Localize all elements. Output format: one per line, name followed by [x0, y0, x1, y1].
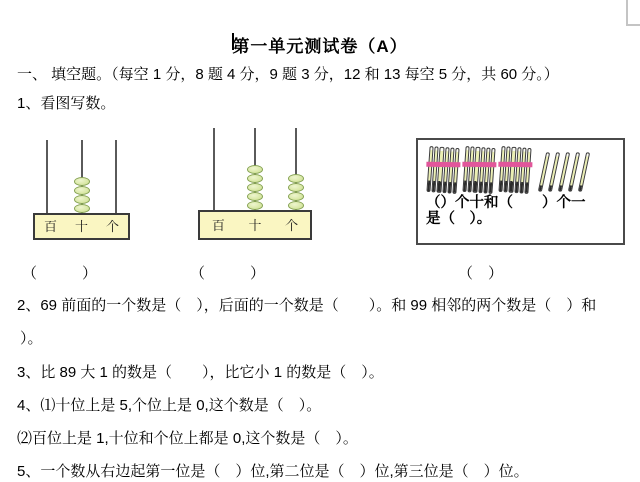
sticks-row: [418, 140, 623, 193]
sticks-caption-line1: （）个十和（ ）个一: [426, 195, 586, 211]
sticks-caption-line2: 是（ ）。: [426, 210, 492, 227]
abacus-base: [198, 210, 312, 240]
abacus-rod: [46, 140, 48, 213]
abacus-bead: [247, 165, 263, 174]
abacus-bead: [247, 174, 263, 183]
bundle-band: [498, 161, 532, 167]
abacus-bead: [288, 174, 304, 183]
ten-stick-bundle: [426, 146, 459, 194]
place-value-label: 个: [285, 217, 299, 233]
question-5: 5、一个数从右边起第一位是（ ）位,第二位是（ ）位,第三位是（ ）位。: [17, 463, 529, 480]
abacus-bead: [288, 183, 304, 192]
abacus-rod: [213, 128, 215, 210]
abacus-bead: [74, 186, 90, 195]
bundle-band: [426, 161, 460, 167]
question-1: 1、看图写数。: [17, 95, 116, 112]
page-title: 第一单元测试卷（A）: [232, 37, 408, 56]
abacus-bead: [288, 192, 304, 201]
page-corner-mark-horizontal: [626, 24, 640, 26]
abacus-bead: [247, 201, 263, 210]
abacus-bead: [74, 204, 90, 213]
ten-stick-bundle: [462, 146, 495, 194]
question-2-line2: ）。: [20, 330, 43, 347]
stick: [578, 152, 590, 192]
place-value-label: 百: [211, 217, 225, 233]
bundle-band: [462, 161, 496, 167]
question-3: 3、比 89 大 1 的数是（ ），比它小 1 的数是（ ）。: [17, 364, 384, 381]
abacus-rod: [115, 140, 117, 213]
abacus-figure-2: [198, 128, 312, 240]
place-value-label: 十: [248, 217, 262, 233]
question-2-line1: 2、69 前面的一个数是（ ），后面的一个数是（ ）。和 99 相邻的两个数是（ ）和: [17, 297, 597, 314]
abacus-bead: [288, 201, 304, 210]
section-heading: 一、 填空题。（每空 1 分，8 题 4 分，9 题 3 分，12 和 13 每空 5 分，共 60 分。）: [17, 66, 559, 83]
abacus-bead: [74, 195, 90, 204]
abacus-bead: [74, 177, 90, 186]
question-4-part2: ⑵百位上是 1,十位和个位上都是 0,这个数是（ ）。: [17, 430, 358, 447]
answer-blank-2: （ ）: [190, 265, 266, 282]
answer-blank-3: （ ）: [458, 265, 504, 282]
place-value-label: 百: [43, 219, 57, 234]
abacus-base: [33, 213, 130, 240]
abacus-bead: [247, 192, 263, 201]
sticks-figure: [416, 138, 625, 245]
ten-stick-bundle: [498, 146, 531, 194]
abacus-figure-1: [33, 140, 130, 240]
page-corner-mark-vertical: [626, 0, 628, 25]
abacus-bead: [247, 183, 263, 192]
place-value-label: 个: [105, 219, 119, 234]
place-value-label: 十: [74, 219, 88, 234]
question-4-part1: 4、⑴十位上是 5,个位上是 0,这个数是（ ）。: [17, 397, 322, 414]
answer-blank-1: （ ）: [22, 265, 98, 282]
single-sticks: [542, 152, 586, 192]
